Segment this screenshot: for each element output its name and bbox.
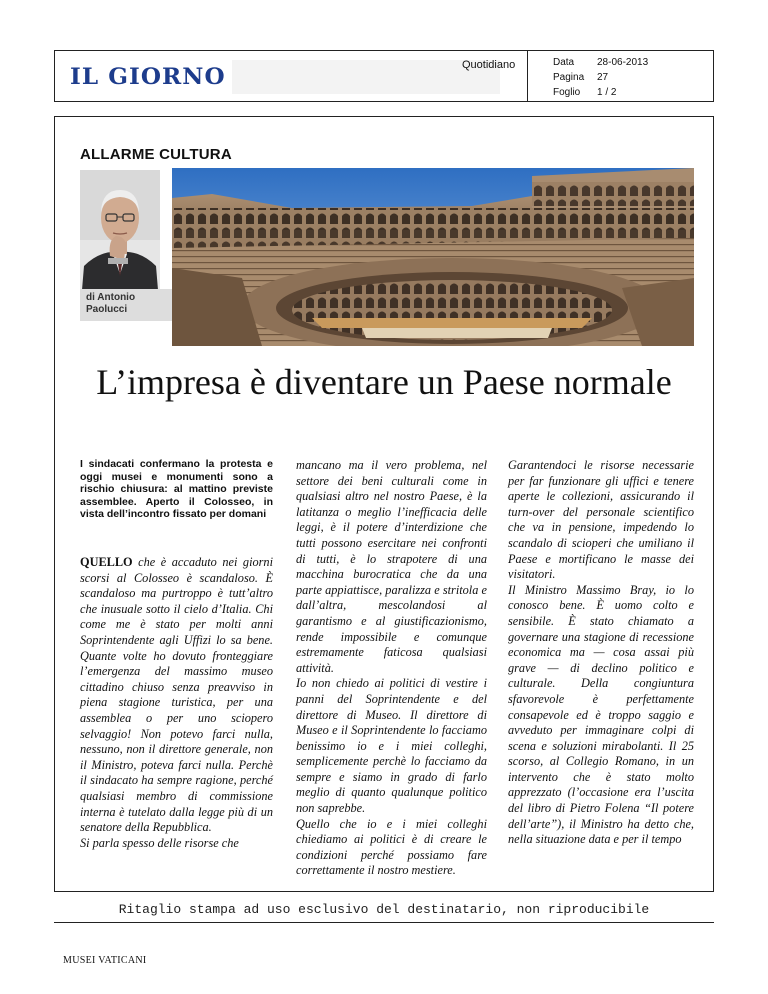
paragraph: mancano ma il vero problema, nel settore dei beni culturali come in qualsiasi altro nel nostro Paese, è la latitanza o meglio l’inefficacia delle leggi, è il potere d’interdizione che tutti possono esercitare nei confronti di tutti, è lo strapotere di una macchina burocratica che da una parte appiattisce, paralizza e stritola e dall’altra, mescolandosi al garantismo e al giustificazionismo, rende impossibile e comunque estremamente faticosa qualsiasi attività.	[296, 458, 487, 675]
masthead-logo: IL GIORNO	[70, 64, 226, 90]
subhead: I sindacati confermano la protesta e oggi musei e monumenti sono a rischio chiusura: al mattino previste assemblee. Aperto il Colosseo, in vista dell’incontro fissato per domani	[80, 458, 273, 520]
author-portrait-image	[80, 170, 160, 290]
paragraph: Si parla spesso delle risorse che	[80, 835, 239, 850]
paragraph: Garantendoci le risorse necessarie per far funzionare gli uffici e tenere aperte le collezioni, assicurando il turn-over del personale scientifico che va in pensione, impedendo lo scandalo di scioperi che umiliano il Paese e mortificano le masse dei visitatori.	[508, 458, 694, 582]
headline: L’impresa è diventare un Paese normale	[96, 362, 672, 402]
article-column-3	[508, 458, 694, 848]
byline: di Antonio Paolucci	[86, 292, 136, 315]
recipient-label: MUSEI VATICANI	[63, 955, 147, 966]
meta-label-date: Data	[553, 57, 575, 68]
author-portrait	[80, 170, 160, 290]
paragraph: Quello che io e i miei colleghi chiediamo ai politici è di creare le condizioni perché possiamo fare correttamente il nostro mestiere.	[296, 816, 487, 878]
article-column-1	[80, 555, 273, 851]
paragraph-text: che è accaduto nei giorni scorsi al Colosseo è scandaloso. È scandaloso ma purtroppo è tutt’altro che inusuale sotto il cielo d’Italia. Chi come me è stato per molti anni Soprintendente agli Uffizi lo sa bene. Quante volte ho dovuto fronteggiare l’emergenza del massimo museo cittadino chiuso senza preavviso in piena stagione turistica, per una assemblea o per uno sciopero selvaggio! Non potevo farci nulla, nessuno, non il direttore generale, non il Ministro, poteva farci nulla. Perchè il sindacato ha sempre ragione, perché qualsiasi membro di commissione interna è tutelato dalla legge più di un senatore della Repubblica.	[80, 555, 273, 835]
meta-value-page: 27	[597, 72, 609, 83]
lead-word: QUELLO	[80, 555, 133, 569]
clipping-note: Ritaglio stampa ad uso esclusivo del destinatario, non riproducibile	[118, 902, 650, 917]
article-column-2	[296, 458, 487, 879]
colosseum-photo	[172, 168, 694, 346]
clipping-line	[54, 922, 714, 923]
paragraph: Io non chiedo ai politici di vestire i panni del Soprintendente e del direttore di Museo. Il direttore di Museo e il Soprintendente lo facciamo benissimo io e i miei colleghi, semplicemente perchè lo facciamo da sempre e siamo in grado di farlo meglio di quanto qualunque politico non saprebbe.	[296, 676, 487, 816]
colosseum-photo-image	[172, 168, 694, 346]
meta-divider	[527, 50, 528, 102]
paragraph: Il Ministro Massimo Bray, io lo conosco bene. È uomo colto e sensibile. È stato chiamato a governare una stagione di recessione economica ma — cosa assai più grave — di declino politico e culturale. Della congiuntura sfavorevole è perfettamente consapevole ed è troppo saggio e avveduto per immaginare colpi di scena e soluzioni mirabolanti. Il 25 scorso, al Collegio Romano, in un intervento che è stato molto apprezzato (l’occasione era l’uscita del libro di Pietro Folena “Il potere dell’arte”), il Ministro ha detto che, nella situazione data e per il tempo	[508, 582, 694, 847]
masthead-backdrop	[232, 60, 500, 94]
meta-value-date: 28-06-2013	[597, 57, 649, 68]
meta-label-page: Pagina	[553, 72, 585, 83]
meta-label-sheet: Foglio	[553, 87, 581, 98]
meta-value-sheet: 1 / 2	[597, 87, 617, 98]
section-title: ALLARME CULTURA	[80, 146, 232, 163]
paragraph	[80, 555, 273, 836]
paper-type: Quotidiano	[462, 59, 516, 71]
